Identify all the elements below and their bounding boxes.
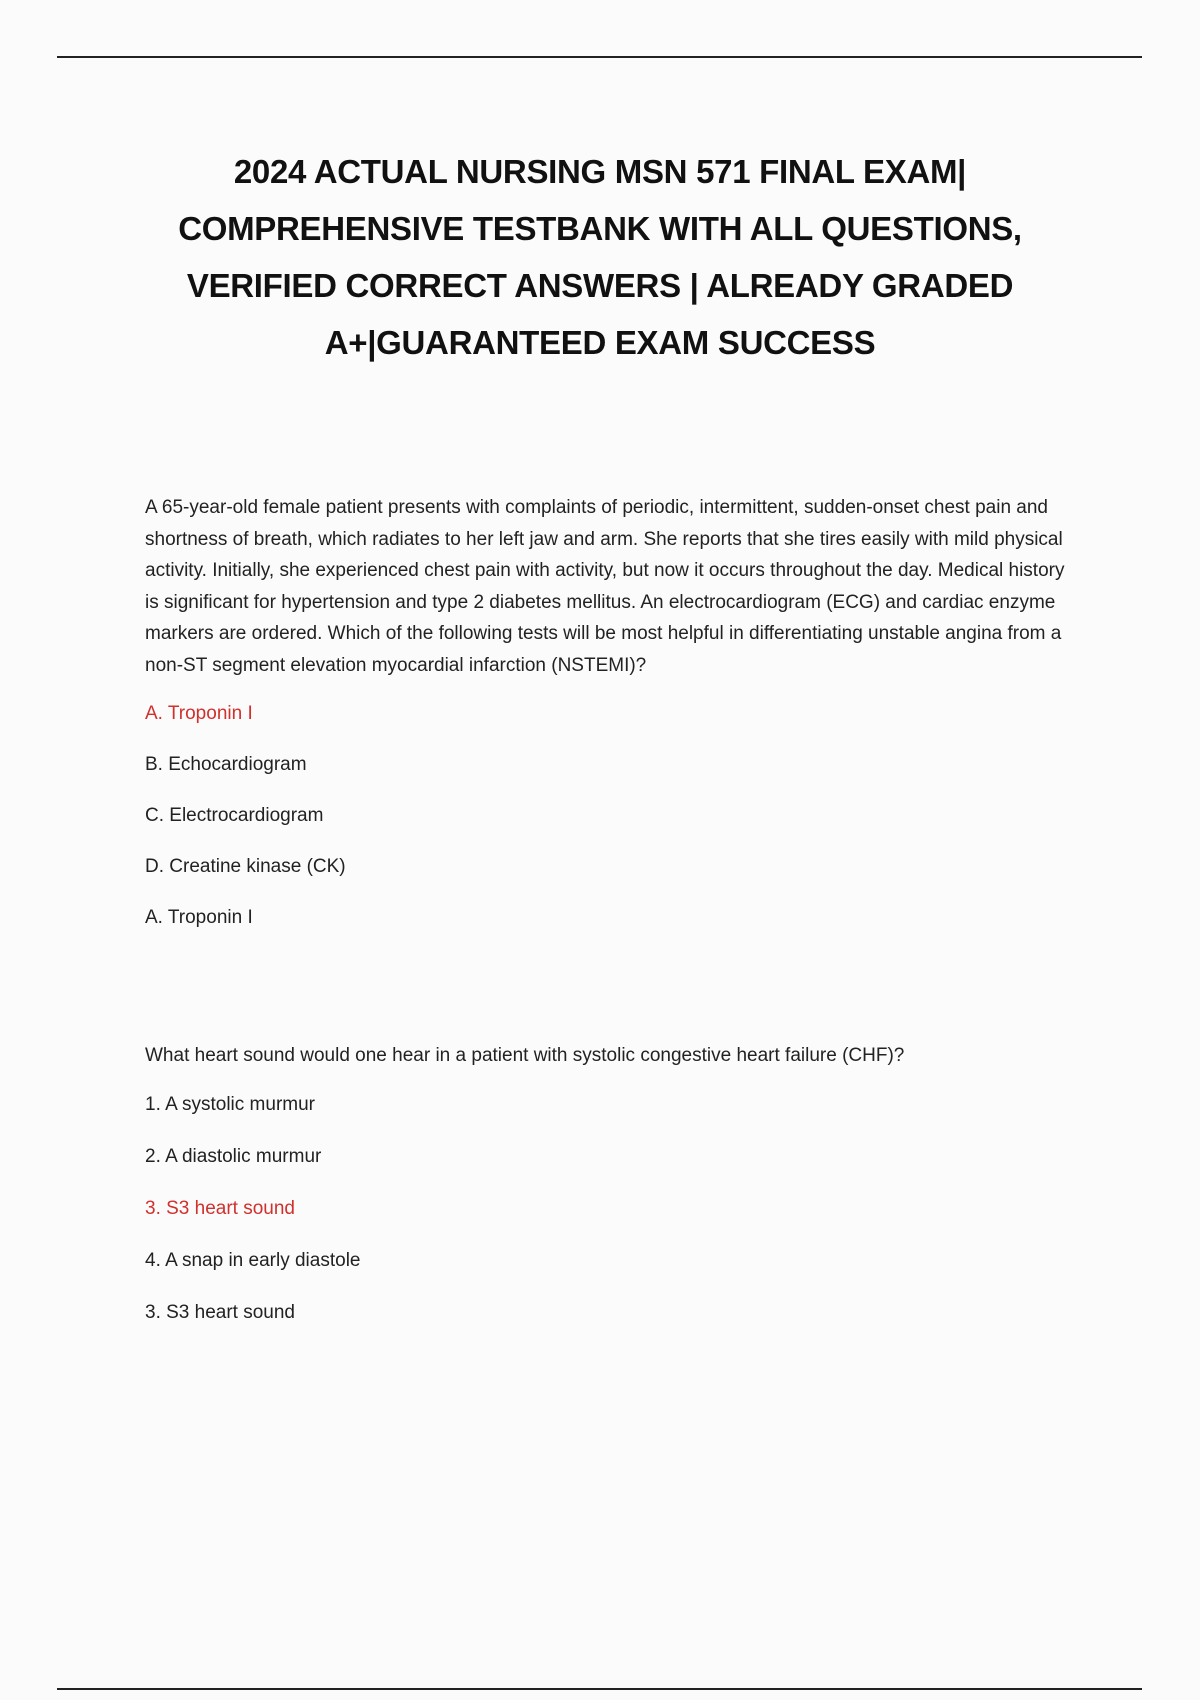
question-1-answer: A. Troponin I — [145, 907, 253, 928]
title-line-4: A+|GUARANTEED EXAM SUCCESS — [324, 324, 876, 361]
bottom-rule — [57, 1688, 1142, 1690]
question-1-option-b: B. Echocardiogram — [145, 754, 307, 775]
title-line-1: 2024 ACTUAL NURSING MSN 571 FINAL EXAM| — [233, 153, 967, 190]
document-title — [140, 143, 1060, 371]
question-2-answer: 3. S3 heart sound — [145, 1301, 295, 1323]
question-1-option-a-correct: A. Troponin I — [145, 703, 253, 724]
question-2 — [145, 1040, 1075, 1352]
title-line-2: COMPREHENSIVE TESTBANK WITH ALL QUESTIONS, — [178, 210, 1022, 247]
question-2-option-4: 4. A snap in early diastole — [145, 1249, 361, 1271]
title-line-3: VERIFIED CORRECT ANSWERS | ALREADY GRADED — [186, 267, 1014, 304]
question-1-stem: A 65-year-old female patient presents with complaints of periodic, intermittent, sudden-onset chest pain and shortness of breath, which radiates to her left jaw and arm. She reports that she tires easily with mild physical activity. Initially, she experienced chest pain with activity, but now it occurs throughout the day. Medical history is significant for hypertension and type 2 diabetes mellitus. An electrocardiogram (ECG) and cardiac enzyme markers are ordered. Which of the following tests will be most helpful in differentiating unstable angina from a non-ST segment elevation myocardial infarction (NSTEMI)? — [145, 497, 1065, 676]
question-2-option-3-correct: 3. S3 heart sound — [145, 1197, 295, 1219]
question-1-option-c: C. Electrocardiogram — [145, 805, 324, 826]
question-1-option-d: D. Creatine kinase (CK) — [145, 856, 346, 877]
question-2-stem: What heart sound would one hear in a patient with systolic congestive heart failure (CHF)? — [145, 1045, 905, 1066]
question-2-option-2: 2. A diastolic murmur — [145, 1145, 322, 1167]
question-2-option-1: 1. A systolic murmur — [145, 1093, 315, 1115]
top-rule — [57, 56, 1142, 58]
question-1 — [145, 492, 1075, 956]
